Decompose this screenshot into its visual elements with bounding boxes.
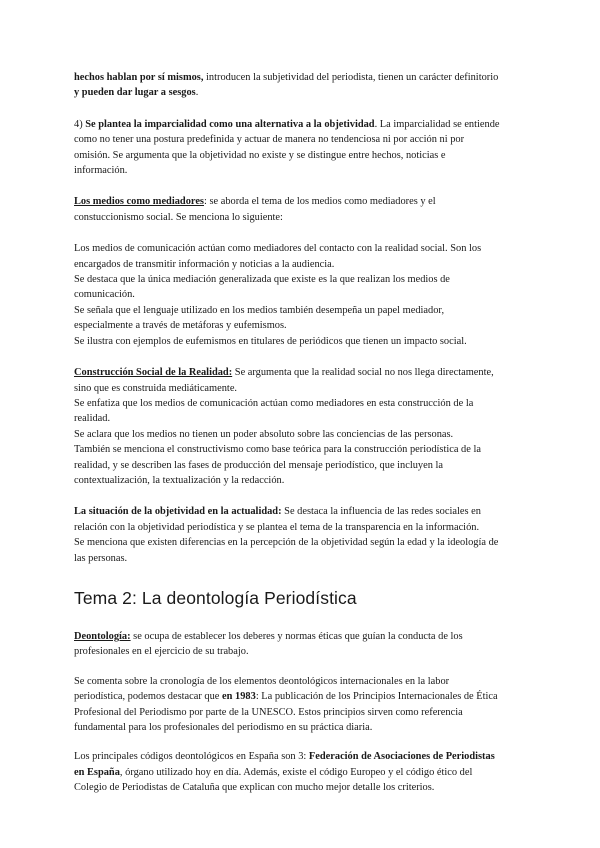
text-line: realidad. xyxy=(74,413,111,425)
text-line: relación con la objetividad periodística y se plantea el tema de la transparencia en la información. xyxy=(74,521,480,533)
text-line: Se aclara que los medios no tienen un poder absoluto sobre las conciencias de las personas. xyxy=(74,428,454,440)
bold-phrase: y pueden dar lugar a sesgos xyxy=(74,87,196,99)
text-line: Se comenta sobre la cronología de los elementos deontológicos internacionales en la labor xyxy=(74,675,450,687)
text-line: Se enfatiza que los medios de comunicación actúan como mediadores en esta construcción de la xyxy=(74,397,474,409)
text-line: profesionales en el ejercicio de su trabajo. xyxy=(74,646,249,658)
text-line: Los medios de comunicación actúan como mediadores del contacto con la realidad social. Son los xyxy=(74,243,482,255)
text-run: , órgano utilizado hoy en día. Además, existe el código Europeo y el código ético del xyxy=(119,766,473,778)
text-line: Se destaca que la única mediación generalizada que existe es la que realizan los medios de xyxy=(74,274,450,286)
text-line: Profesional del Periodismo por parte de la UNESCO. Estos principios sirven como referencia xyxy=(74,706,463,718)
text-run: : se aborda el tema de los medios como mediadores y el xyxy=(203,196,436,208)
text-run: Se argumenta que la realidad social no nos llega directamente, xyxy=(232,367,494,379)
text-run: Los principales códigos deontológicos en España son 3: xyxy=(74,751,309,763)
paragraph-deontologia xyxy=(74,629,525,660)
paragraph-codigos xyxy=(74,749,525,795)
text-line: constuccionismo social. Se menciona lo siguiente: xyxy=(74,211,283,223)
text-line: Se señala que el lenguaje utilizado en los medios también desempeña un papel mediador, xyxy=(74,304,445,316)
section-term: Construcción Social de la Realidad: xyxy=(74,367,233,379)
text-run: introducen la subjetividad del periodista, tienen un carácter definitorio xyxy=(203,72,499,83)
bold-phrase: Federación de Asociaciones de Periodistas xyxy=(308,751,495,763)
list-number: 4) xyxy=(74,118,86,130)
text-line: como no tener una postura predefinida y actuar de manera no tendenciosa ni por acción ni por xyxy=(74,134,465,146)
paragraph-imparcialidad xyxy=(74,117,525,179)
text-line: realidad, y se describen las fases de producción del mensaje periodístico, que incluyen la xyxy=(74,459,444,471)
text-line: especialmente a través de metáforas y eufemismos. xyxy=(74,320,287,332)
section-term: La situación de la objetividad en la actualidad: xyxy=(74,506,282,518)
text-line: Se menciona que existen diferencias en la percepción de la objetividad según la edad y la ideología de xyxy=(74,537,499,549)
text-run: se ocupa de establecer los deberes y normas éticas que guían la conducta de los xyxy=(130,630,463,642)
text-run: periodística, podemos destacar que xyxy=(74,691,223,703)
text-line: Se ilustra con ejemplos de eufemismos en titulares de periódicos que tienen un impacto social. xyxy=(74,335,467,347)
text-line: Colegio de Periodistas de Cataluña que explican con mucho mejor detalle los criterios. xyxy=(74,782,435,794)
text-line: información. xyxy=(74,165,128,177)
text-line: fundamental para los profesionales del periodismo en su práctica diaria. xyxy=(74,722,373,733)
paragraph-continuation xyxy=(74,70,525,101)
text-line: encargados de transmitir información y noticias a la audiencia. xyxy=(74,258,335,270)
text-line: las personas. xyxy=(74,552,128,564)
text-run: : La publicación de los Principios Internacionales de Ética xyxy=(255,691,498,703)
text-run: . La imparcialidad se entiende xyxy=(374,118,500,130)
paragraph-construccion-social xyxy=(74,365,525,488)
paragraph-medios-mediadores xyxy=(74,194,525,225)
text-line: omisión. Se argumenta que la objetividad no existe y se distingue entre hechos, noticias e xyxy=(74,149,446,161)
paragraph-objetividad-actualidad xyxy=(74,504,525,566)
bold-phrase: en 1983 xyxy=(222,691,256,703)
paragraph-cronologia xyxy=(74,674,525,736)
bold-phrase: Se plantea la imparcialidad como una alternativa a la objetividad xyxy=(85,118,375,130)
text-line: comunicación. xyxy=(74,289,135,301)
text-run: . xyxy=(195,87,199,99)
text-line: También se menciona el constructivismo como base teórica para la construcción periodística de la xyxy=(74,444,481,456)
text-run: Se destaca la influencia de las redes sociales en xyxy=(281,506,481,518)
section-term: Los medios como mediadores xyxy=(74,196,204,208)
bold-phrase: hechos hablan por sí mismos, xyxy=(74,72,204,83)
paragraph-medios-list xyxy=(74,241,525,349)
section-heading: Tema 2: La deontología Periodística xyxy=(74,587,357,608)
text-line: sino que es construida mediáticamente. xyxy=(74,382,238,394)
section-term: Deontología: xyxy=(74,630,131,642)
text-line: contextualización, la textualización y la redacción. xyxy=(74,474,285,486)
bold-phrase: en España xyxy=(74,766,120,778)
